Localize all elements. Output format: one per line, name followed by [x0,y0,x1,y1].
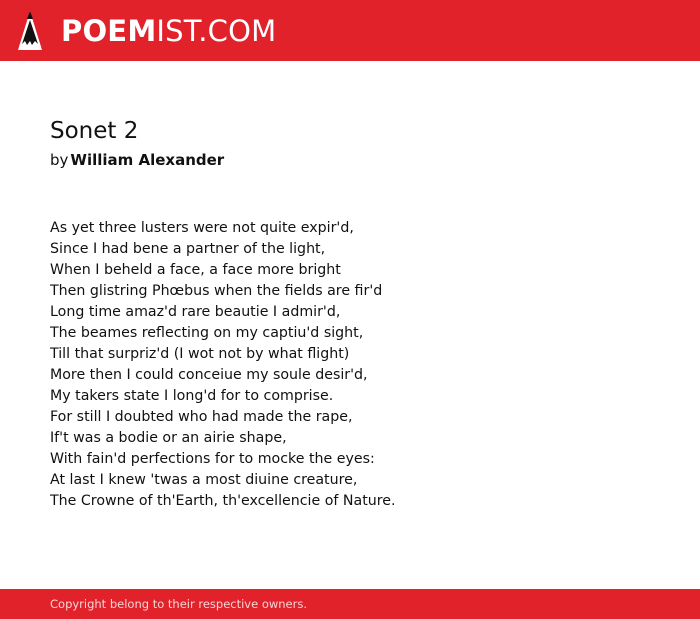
logo-text-bold: POEM [61,14,157,48]
by-label: by [50,151,69,169]
poem-title: Sonet 2 [50,118,139,144]
site-logo-text [61,10,276,52]
poem-line: Since I had bene a partner of the light, [50,241,326,257]
logo-text-light: IST.COM [156,14,277,48]
poem-line: When I beheld a face, a face more bright [50,262,341,278]
poem-byline [50,149,650,171]
pencil-tip-icon [17,10,43,52]
poem-body [50,218,650,512]
poem-line: More then I could conceiue my soule desir'd, [50,367,368,383]
poem-line: The beames reflecting on my captiu'd sight, [50,325,364,341]
poem-author: William Alexander [70,151,225,169]
poem-line: Till that surpriz'd (I wot not by what flight) [50,346,350,362]
poem-line: My takers state I long'd for to comprise. [50,388,334,404]
poem-line: At last I knew 'twas a most diuine creature, [50,472,358,488]
poem-line: If't was a bodie or an airie shape, [50,430,287,446]
copyright-notice: Copyright belong to their respective owners. [50,597,308,611]
poem-line: Long time amaz'd rare beautie I admir'd, [50,304,341,320]
poem-line: As yet three lusters were not quite expir'd, [50,220,354,236]
poem-line: The Crowne of th'Earth, th'excellencie of Nature. [50,493,396,509]
poem-line: With fain'd perfections for to mocke the eyes: [50,451,375,467]
site-header [0,0,700,61]
site-logo-link[interactable] [17,10,276,52]
site-footer [0,589,700,619]
poem-line: For still I doubted who had made the rape, [50,409,353,425]
poem-line: Then glistring Phœbus when the fields are fir'd [50,283,383,299]
poem-heading [50,114,650,171]
